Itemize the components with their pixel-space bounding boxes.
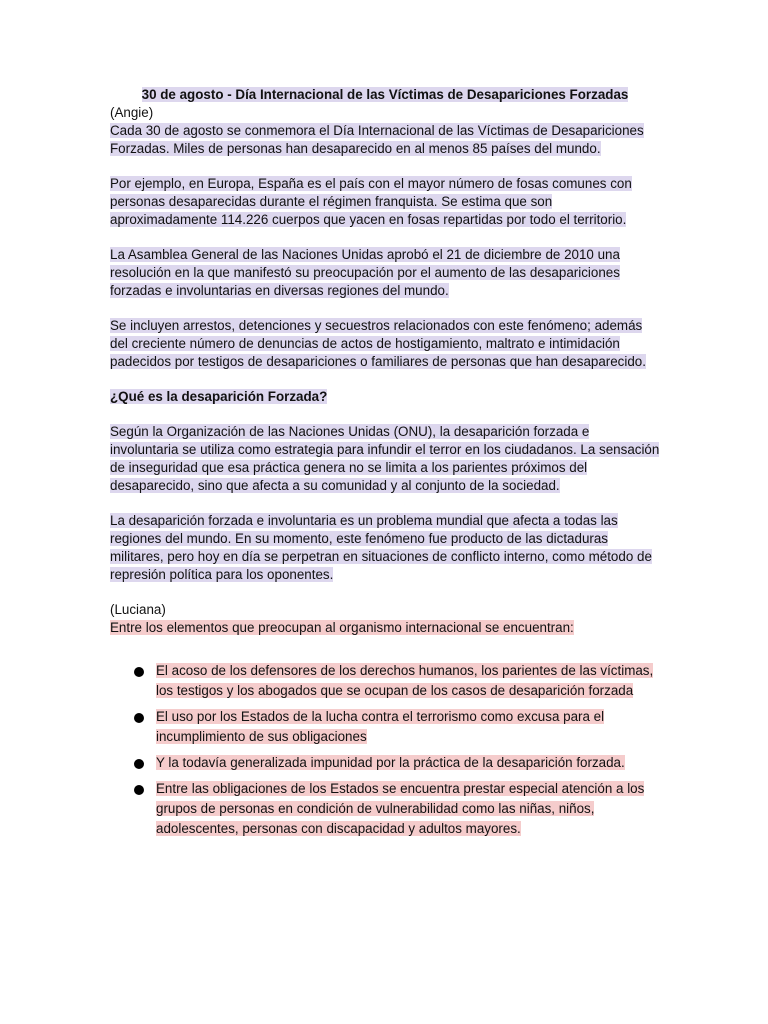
list-item <box>110 707 660 747</box>
paragraph-6 <box>110 512 660 584</box>
concerns-list <box>110 661 660 839</box>
paragraph-4 <box>110 317 660 371</box>
list-item-text: El uso por los Estados de la lucha contra el terrorismo como excusa para el incumplimiento de sus obligaciones <box>156 709 605 744</box>
spacer <box>110 300 660 317</box>
spacer <box>110 637 660 661</box>
paragraph-3 <box>110 246 660 300</box>
paragraph-6-text: La desaparición forzada e involuntaria es un problema mundial que afecta a todas las regiones del mundo. En su momento, este fenómeno fue producto de las dictaduras militares, pero hoy en día se perpetran en situaciones de conflicto interno, como método de represión política para los oponentes. <box>110 513 652 582</box>
bullet-icon <box>134 713 144 723</box>
author-angie: (Angie) <box>110 105 154 120</box>
paragraph-4-text: Se incluyen arrestos, detenciones y secuestros relacionados con este fenómeno; además del creciente número de denuncias de actos de hostigamiento, maltrato e intimidación padecidos por testigos de desapariciones o familiares de personas que han desaparecido. <box>110 318 646 369</box>
spacer <box>110 158 660 175</box>
paragraph-5-text: Según la Organización de las Naciones Unidas (ONU), la desaparición forzada e involuntaria se utiliza como estrategia para infundir el terror en los ciudadanos. La sensación de inseguridad que esa práctica genera no se limita a los parientes próximos del desaparecido, sino que afecta a su comunidad y al conjunto de la sociedad. <box>110 424 660 493</box>
list-item-text: El acoso de los defensores de los derechos humanos, los parientes de las víctimas, los testigos y los abogados que se ocupan de los casos de desaparición forzada <box>156 663 654 698</box>
section-heading-text: ¿Qué es la desaparición Forzada? <box>110 389 328 404</box>
section-heading <box>110 388 660 406</box>
bullet-icon <box>134 785 144 795</box>
paragraph-5 <box>110 423 660 495</box>
list-item <box>110 779 660 839</box>
paragraph-1-text: Cada 30 de agosto se conmemora el Día Internacional de las Víctimas de Desapariciones Forzadas. Miles de personas han desaparecido en al menos 85 países del mundo. <box>110 123 644 156</box>
bullet-icon <box>134 667 144 677</box>
author-luciana: (Luciana) <box>110 602 166 617</box>
document-title <box>110 86 660 104</box>
spacer <box>110 584 660 601</box>
paragraph-1 <box>110 122 660 158</box>
spacer <box>110 229 660 246</box>
list-item <box>110 661 660 701</box>
spacer <box>110 371 660 388</box>
paragraph-2-text: Por ejemplo, en Europa, España es el país con el mayor número de fosas comunes con personas desaparecidas durante el régimen franquista. Se estima que son aproximadamente 114.226 cuerpos que yacen en fosas repartidas por todo el territorio. <box>110 176 632 227</box>
spacer <box>110 495 660 512</box>
paragraph-3-text: La Asamblea General de las Naciones Unidas aprobó el 21 de diciembre de 2010 una resolución en la que manifestó su preocupación por el aumento de las desapariciones forzadas e involuntarias en diversas regiones del mundo. <box>110 247 620 298</box>
intro-list-text: Entre los elementos que preocupan al organismo internacional se encuentran: <box>110 620 574 635</box>
title-text: 30 de agosto - Día Internacional de las Víctimas de Desapariciones Forzadas <box>141 87 629 102</box>
intro-list <box>110 619 660 637</box>
list-item-text: Entre las obligaciones de los Estados se encuentra prestar especial atención a los grupos de personas en condición de vulnerabilidad como las niñas, niños, adolescentes, personas con discapacidad y adultos mayores. <box>156 781 645 836</box>
paragraph-2 <box>110 175 660 229</box>
list-item <box>110 753 660 773</box>
bullet-icon <box>134 759 144 769</box>
spacer <box>110 406 660 423</box>
document-page <box>110 86 660 845</box>
list-item-text: Y la todavía generalizada impunidad por la práctica de la desaparición forzada. <box>156 755 625 770</box>
